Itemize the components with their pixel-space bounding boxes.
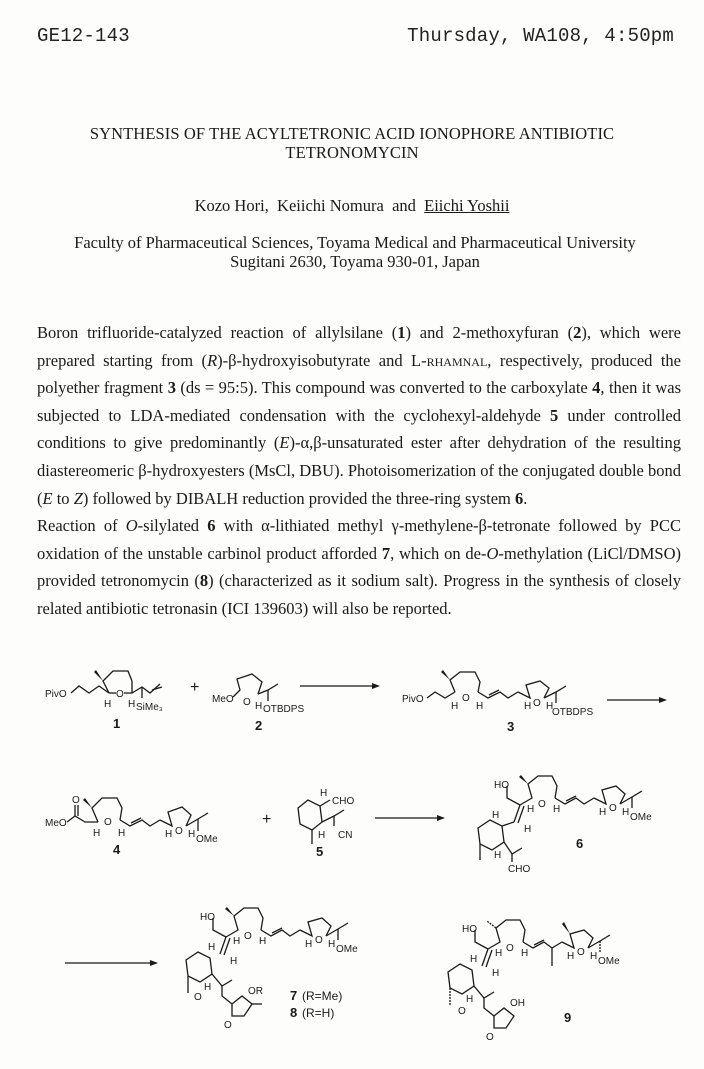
label-h: H [451,701,459,712]
stereo-descriptor: E [279,433,290,453]
label-h: H [553,804,561,815]
presenting-author: Eiichi Yoshii [424,196,510,215]
compound-number-5: 5 [316,844,324,859]
label-ome: OMe [598,956,620,967]
text: -silylated [137,516,208,536]
reaction-arrow [375,815,445,821]
label-h: H [521,948,529,959]
label-h: H [320,788,328,799]
text: ) (characterized as it sodium salt). Progress in the synthesis of closely related antibiotic tetronasin (ICI 139603) will also be reported. [37,571,681,618]
label-h: H [230,956,238,967]
label-h: H [599,807,607,818]
text: ) followed by DIBALH reduction provided the three-ring system [82,488,515,508]
compound-ref: 6 [514,488,524,508]
stereo-descriptor: Z [73,488,83,508]
authors-and: and [392,196,416,215]
label-h: H [622,807,630,818]
compound-6-structure [478,775,652,875]
label-h: H [233,936,241,947]
label-h: H [318,830,326,841]
compound-5-structure [298,788,354,859]
reaction-arrow [300,683,380,689]
session-info: Thursday, WA108, 4:50pm [407,25,674,47]
label-h: H [524,701,532,712]
label-ho: HO [494,780,509,791]
text: O [486,543,499,563]
stereo-descriptor: E [42,488,53,508]
label-cn: CN [338,830,353,841]
text: L-rhamnal [411,350,488,370]
label-o: O [533,698,541,709]
label-h: H [492,810,500,821]
abstract-code: GE12-143 [37,25,130,47]
label-h: H [495,948,503,959]
compound-number-1: 1 [113,716,121,731]
compound-4-structure [45,795,218,857]
label-o: O [462,693,470,704]
label-o: O [243,697,251,708]
label-h: H [546,701,554,712]
text: -methylation (LiCl/DMSO) provided tetronomycin ( [37,543,681,591]
label-o: O [486,1032,494,1043]
label-o: O [244,931,252,942]
reaction-scheme [0,650,704,1069]
compound-ref: 3 [167,378,176,398]
label-h: H [208,942,216,953]
text: ) and 2-methoxyfuran ( [405,323,574,342]
label-meo: MeO [212,694,234,705]
label-h: H [494,850,502,861]
compound-ref: 4 [592,378,601,398]
label-o: O [224,1020,232,1031]
label-meo: MeO [45,818,67,829]
compound-ref: 1 [397,323,406,342]
paper-title [40,124,664,162]
plus-sign: + [262,811,272,828]
plus-sign: + [190,679,200,696]
label-h: H [188,829,196,840]
label-o: O [104,817,112,828]
text: , which on de- [390,543,487,563]
label-h: H [255,701,263,712]
text: , respectively, produced the polyether fragment [37,350,681,398]
label-h: H [305,939,313,950]
compound-2-structure [212,674,304,733]
label-ho: HO [462,924,477,935]
methyl-wedge [94,670,103,681]
label-o: O [506,943,514,954]
label-o: O [116,689,124,700]
text: )-β-hydroxyisobutyrate and [217,350,412,370]
label-otbdps: OTBDPS [552,707,594,718]
label-o: O [577,947,585,958]
text: , then it was subjected to LDA-mediated condensation with the cyclohexyl-aldehyde [37,378,681,425]
author-1: Kozo Hori, [194,196,269,215]
compound-ref: 7 [381,543,391,563]
affiliation-line-1: Faculty of Pharmaceutical Sciences, Toyama Medical and Pharmaceutical University [74,233,636,252]
title-line-2: TETRONOMYCIN [285,143,419,162]
label-otbdps: OTBDPS [263,704,305,715]
abstract-paragraph-1 [37,319,681,512]
compound-number-3: 3 [507,719,515,734]
label-o: O [175,826,183,837]
label-o: O [609,803,617,814]
title-line-1: SYNTHESIS OF THE ACYLTETRONIC ACID IONOPHORE ANTIBIOTIC [89,124,615,143]
text: under controlled conditions to give predominantly ( [37,405,681,453]
abstract-body [37,319,681,623]
text: Reaction of [37,516,126,536]
label-o: O [72,795,80,806]
label-ho: HO [200,912,215,923]
reaction-arrow [65,960,158,966]
compound-8-substituent: (R=H) [302,1006,335,1020]
label-h: H [527,804,535,815]
compound-7-substituent: (R=Me) [302,989,343,1003]
label-h: H [524,824,532,835]
label-ome: OMe [630,812,652,823]
label-or: OR [248,986,263,997]
label-h: H [328,939,336,950]
label-pivo: PivO [402,694,424,705]
affiliation-line-2: Sugitani 2630, Toyama 930-01, Japan [230,252,480,271]
stereo-descriptor: R [207,350,218,370]
label-o: O [538,799,546,810]
compound-7-8-structure [186,907,358,1031]
label-pivo: PivO [45,689,67,700]
compound-1-structure [45,670,163,731]
label-h: H [466,994,474,1005]
reaction-arrow [607,697,667,703]
label-cho: CHO [508,864,531,875]
label-o: O [194,992,202,1003]
compound-number-2: 2 [255,718,263,733]
text: with α-lithiated methyl γ-methylene-β-tetronate followed by PCC oxidation of the unstable carbinol product afforded [37,516,681,563]
label-h: H [165,829,173,840]
text: Boron trifluoride-catalyzed reaction of allylsilane ( [37,323,398,342]
label-oh: OH [510,998,525,1009]
label-h: H [470,954,478,965]
abstract-paragraph-2 [37,512,681,622]
label-h: H [259,936,267,947]
compound-ref: 8 [199,571,209,591]
label-ome: OMe [336,944,358,955]
label-h: H [128,699,136,710]
label-h: H [118,828,126,839]
text: to [52,488,74,508]
text: ), which were prepared starting from ( [37,323,681,370]
text: (ds = 95:5). This compound was converted to the carboxylate [175,378,593,398]
label-h: H [93,828,101,839]
compound-number-6: 6 [576,836,584,851]
compound-number-4: 4 [113,842,121,857]
compound-ref: 2 [573,323,582,342]
compound-3-structure [402,670,593,734]
compound-number-7: 7 [290,988,298,1003]
compound-9-structure [448,920,620,1043]
label-h: H [567,951,575,962]
text: )-α,β-unsaturated ester after dehydration of the resulting diastereomeric β-hydroxyesters (MsCl, DBU). Photoisomerization of the conjugated double bond ( [37,433,681,508]
compound-ref: 5 [550,405,559,425]
label-o: O [458,1006,466,1017]
text: . [523,488,528,508]
compound-number-9: 9 [564,1010,572,1025]
author-2: Keiichi Nomura [277,196,384,215]
affiliation [40,233,670,271]
compound-ref: 6 [207,516,216,536]
label-o: O [315,935,323,946]
text: O [125,516,138,536]
label-h: H [476,701,484,712]
label-h: H [590,951,598,962]
label-h: H [104,699,112,710]
label-ome: OMe [196,834,218,845]
authors [0,196,704,216]
label-h: H [492,968,500,979]
compound-number-8: 8 [290,1005,298,1020]
label-h: H [204,982,212,993]
label-cho: CHO [332,796,355,807]
label-sime3: SiMe₃ [136,702,163,713]
